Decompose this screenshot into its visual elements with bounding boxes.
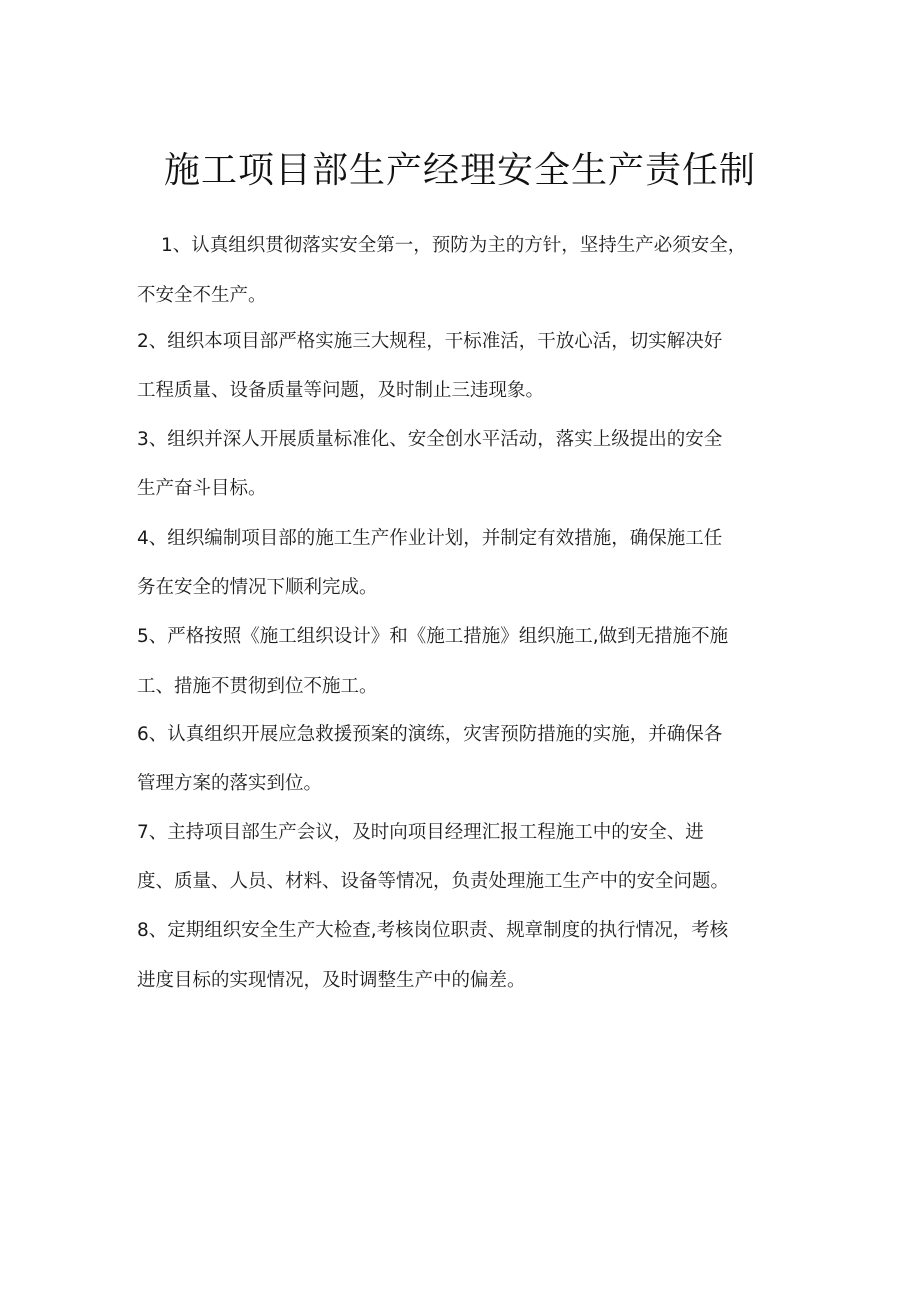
clause-8-line-1: 8、定期组织安全生产大检查,考核岗位职责、规章制度的执行情况，考核 [137, 920, 729, 941]
clause-8-line-2: 进度目标的实现情况，及时调整生产中的偏差。 [137, 970, 526, 991]
clause-5-line-2: 工、措施不贯彻到位不施工。 [137, 676, 378, 697]
clause-7-line-1: 7、主持项目部生产会议，及时向项目经理汇报工程施工中的安全、进 [137, 822, 704, 843]
clause-2-line-2: 工程质量、设备质量等问题，及时制止三违现象。 [137, 380, 545, 401]
clause-4-line-1: 4、组织编制项目部的施工生产作业计划，并制定有效措施，确保施工任 [137, 528, 723, 549]
clause-3-line-1: 3、组织并深人开展质量标准化、安全创水平活动，落实上级提出的安全 [137, 429, 723, 450]
clause-5-line-1: 5、严格按照《施工组织设计》和《施工措施》组织施工,做到无措施不施 [137, 626, 729, 647]
clause-3-line-2: 生产奋斗目标。 [137, 478, 267, 499]
clause-4-line-2: 务在安全的情况下顺利完成。 [137, 577, 378, 598]
document-title: 施工项目部生产经理安全生产责任制 [163, 150, 756, 191]
clause-6-line-2: 管理方案的落实到位。 [137, 773, 323, 794]
clause-2-line-1: 2、组织本项目部严格实施三大规程，干标准活，干放心活，切实解决好 [137, 331, 723, 352]
clause-1-line-2: 不安全不生产。 [137, 285, 267, 306]
clause-6-line-1: 6、认真组织开展应急救援预案的演练，灾害预防措施的实施，并确保各 [137, 724, 723, 745]
clause-1-line-1: 1、认真组织贯彻落实安全第一，预防为主的方针，坚持生产必须安全， [161, 235, 747, 256]
clause-7-line-2: 度、质量、人员、材料、设备等情况，负责处理施工生产中的安全问题。 [137, 871, 730, 892]
